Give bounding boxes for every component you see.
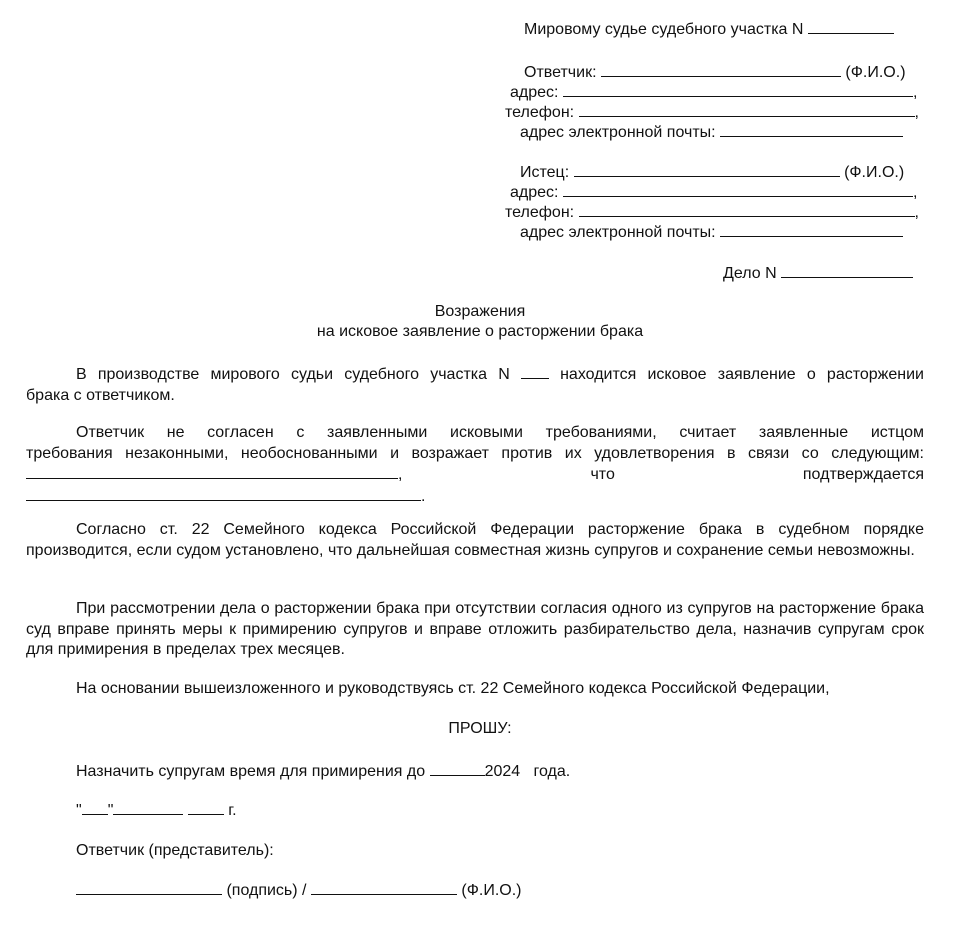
defendant-phone-line xyxy=(505,102,919,123)
defendant-phone-label: телефон: xyxy=(505,104,575,121)
paragraph-basis: На основании вышеизложенного и руководствуясь ст. 22 Семейного кодекса Российской Федерации, xyxy=(76,680,830,697)
paragraph-line: . xyxy=(26,486,924,508)
paragraph-text: Согласно ст. 22 Семейного кодекса Российской Федерации расторжение брака в судебном порядке производится, если судом установлено, что дальнейшая совместная жизнь супругов и сохранение семьи невозможны. xyxy=(26,521,924,559)
comma: , xyxy=(912,84,918,101)
quote: " xyxy=(107,802,114,819)
request-heading: ПРОШУ: xyxy=(448,720,512,737)
comma: , xyxy=(914,204,919,221)
text: подтверждается xyxy=(802,466,924,483)
signature-field[interactable] xyxy=(76,880,222,895)
quote: " xyxy=(76,802,82,819)
fio-label: (Ф.И.О.) xyxy=(461,882,522,899)
defendant-name-field[interactable] xyxy=(601,62,841,77)
defendant-email-label: адрес электронной почты: xyxy=(520,124,716,141)
comma: , xyxy=(912,184,918,201)
evidence-field[interactable] xyxy=(26,486,421,501)
paragraph-line xyxy=(26,364,924,386)
plaintiff-fio-hint: (Ф.И.О.) xyxy=(844,164,905,181)
defendant-name-line xyxy=(524,62,906,83)
plaintiff-address-line xyxy=(510,182,917,203)
year-field[interactable] xyxy=(188,800,224,815)
signer-role: Ответчик (представитель): xyxy=(76,842,274,859)
defendant-address-line xyxy=(510,82,917,103)
signer-name-field[interactable] xyxy=(311,880,457,895)
defendant-fio-hint: (Ф.И.О.) xyxy=(845,64,906,81)
paragraph-text: При рассмотрении дела о расторжении брака при отсутствии согласия одного из супругов на расторжение брака суд вправе принять меры к примирению супругов и вправе отложить разбирательство дела, назначив супругам срок для примирения в пределах трех месяцев. xyxy=(26,600,924,658)
defendant-label: Ответчик: xyxy=(524,64,597,81)
defendant-address-field[interactable] xyxy=(563,82,913,97)
plaintiff-email-label: адрес электронной почты: xyxy=(520,224,716,241)
text: что xyxy=(590,466,615,483)
document-subtitle: на исковое заявление о расторжении брака xyxy=(316,323,644,340)
plaintiff-address-label: адрес: xyxy=(510,184,559,201)
plaintiff-label: Истец: xyxy=(520,164,570,181)
case-number-line xyxy=(723,263,913,284)
court-number-field-2[interactable] xyxy=(521,364,549,379)
document-title: Возражения xyxy=(434,303,526,320)
text: Назначить супругам время для примирения до xyxy=(76,763,426,780)
plaintiff-phone-field[interactable] xyxy=(579,202,915,217)
paragraph-line: , что подтверждается xyxy=(26,464,924,486)
case-number-field[interactable] xyxy=(781,263,913,278)
defendant-email-field[interactable] xyxy=(720,122,903,137)
plaintiff-address-field[interactable] xyxy=(563,182,913,197)
paragraph-objection xyxy=(26,423,924,507)
day-field[interactable] xyxy=(82,800,108,815)
plaintiff-phone-line xyxy=(505,202,919,223)
court-number-field[interactable] xyxy=(808,19,894,34)
paragraph-proceedings xyxy=(26,364,924,406)
paragraph-line: брака с ответчиком. xyxy=(26,386,175,404)
text: года. xyxy=(533,763,571,780)
plaintiff-name-line xyxy=(520,162,904,183)
judge-label: Мировому судье судебного участка N xyxy=(524,21,804,38)
date-line xyxy=(76,800,237,821)
reason-field[interactable] xyxy=(26,464,398,479)
defendant-phone-field[interactable] xyxy=(579,102,915,117)
text: В производстве мирового судьи судебного участка N xyxy=(76,366,510,383)
text: находится исковое заявление о расторжении xyxy=(560,366,924,383)
year: 2024 xyxy=(484,763,521,780)
defendant-email-line xyxy=(520,122,903,143)
reconciliation-date-field[interactable] xyxy=(430,761,485,776)
year-suffix: г. xyxy=(228,802,237,819)
defendant-address-label: адрес: xyxy=(510,84,559,101)
case-label: Дело N xyxy=(723,265,777,282)
plaintiff-phone-label: телефон: xyxy=(505,204,575,221)
plaintiff-name-field[interactable] xyxy=(574,162,840,177)
comma: , xyxy=(914,104,919,121)
plaintiff-email-line xyxy=(520,222,903,243)
paragraph-line: требования незаконными, необоснованными и возражает против их удовлетворения в связи со следующим: xyxy=(26,444,924,462)
signature-label: (подпись) / xyxy=(226,882,307,899)
paragraph-reconciliation xyxy=(26,599,924,661)
paragraph-line: Ответчик не согласен с заявленными исковыми требованиями, считает заявленные истцом xyxy=(76,424,924,441)
paragraph-article-22 xyxy=(26,520,924,561)
judge-addressee xyxy=(524,19,894,40)
signature-line xyxy=(76,880,522,901)
plaintiff-email-field[interactable] xyxy=(720,222,903,237)
month-field[interactable] xyxy=(113,800,183,815)
request-item xyxy=(76,761,570,782)
